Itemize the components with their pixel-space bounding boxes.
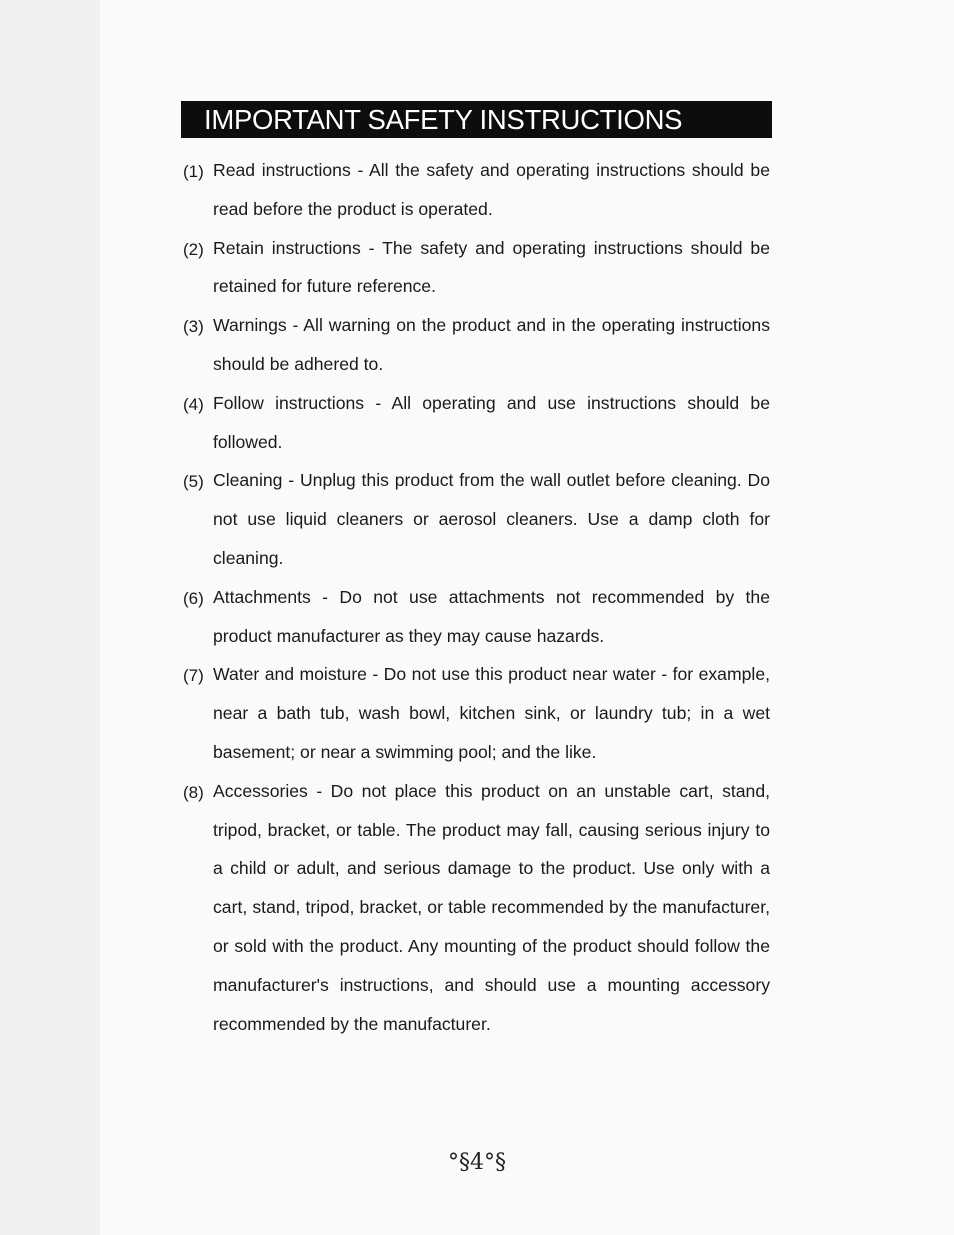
item-text: Follow instructions - All operating and use instructions should be followed. [213,392,770,452]
page-margin [0,0,100,1235]
item-number: (3) [183,317,204,337]
item-number: (1) [183,162,204,181]
safety-instructions-list [183,151,770,1043]
page-number: °§4°§ [448,1150,506,1175]
list-item [183,655,770,771]
item-text: Attachments - Do not use attachments not recommended by the product manufacturer as they may cause hazards. [213,586,770,646]
item-number: (6) [183,588,204,608]
item-number: (8) [183,782,204,802]
item-number: (2) [183,239,204,259]
item-text: Read instructions - All the safety and operating instructions should be read before the product is operated. [213,160,770,219]
item-text: Accessories - Do not place this product on an unstable cart, stand, tripod, bracket, or table. The product may fall, causing serious injury to a child or adult, and serious damage to the product. Use only with a cart, stand, tripod, bracket, or table recommended by the manufacturer, or sold with the product. Any mounting of the product should follow the manufacturer's instructions, and should use a mounting accessory recommended by the manufacturer. [213,780,770,1034]
item-text: Warnings - All warning on the product and in the operating instructions should be adhered to. [213,315,770,374]
list-item [183,384,770,462]
item-text: Water and moisture - Do not use this product near water - for example, near a bath tub, wash bowl, kitchen sink, or laundry tub; in a wet basement; or near a swimming pool; and the like. [213,664,770,762]
item-number: (5) [183,472,204,492]
list-item [183,772,770,1044]
page-title: IMPORTANT SAFETY INSTRUCTIONS [181,101,772,138]
list-item [183,578,770,656]
item-text: Retain instructions - The safety and operating instructions should be retained for future reference. [213,237,770,297]
list-item [183,229,770,307]
list-item [183,461,770,577]
list-item [183,306,770,384]
item-number: (7) [183,666,204,686]
item-text: Cleaning - Unplug this product from the wall outlet before cleaning. Do not use liquid cleaners or aerosol cleaners. Use a damp cloth for cleaning. [213,470,770,568]
item-number: (4) [183,394,204,414]
list-item [183,151,770,229]
